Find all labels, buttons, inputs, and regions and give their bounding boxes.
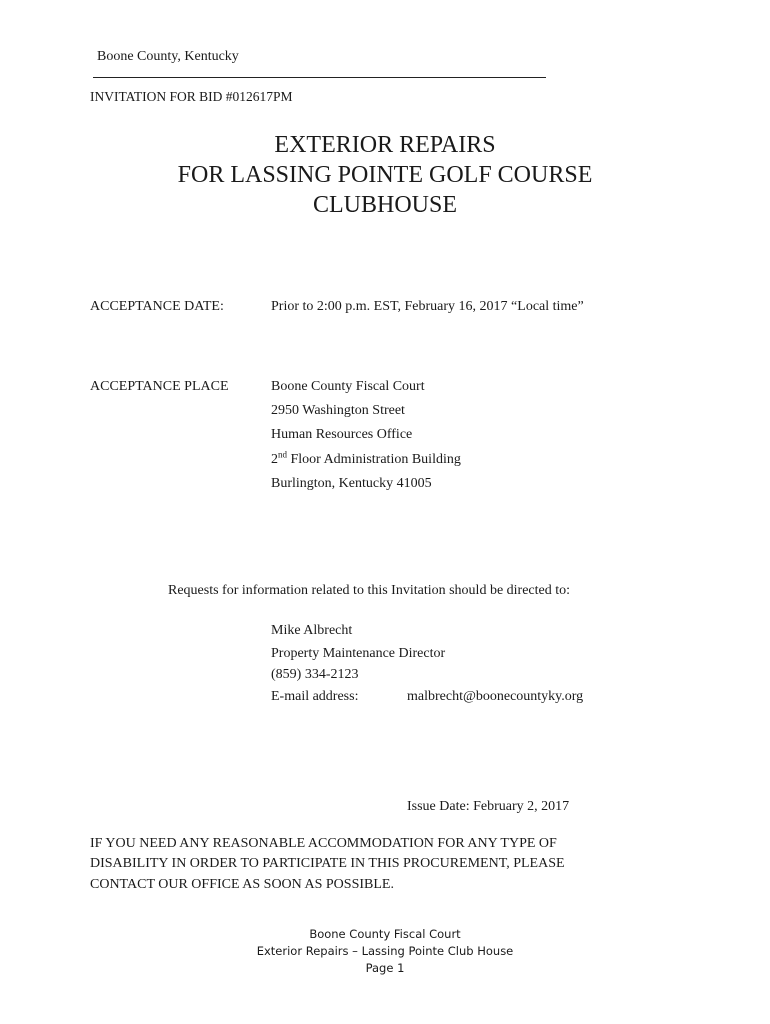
place-line-4 xyxy=(271,449,461,468)
title-line-3: CLUBHOUSE xyxy=(312,192,457,218)
place-line-1: Boone County Fiscal Court xyxy=(271,379,425,394)
requests-intro: Requests for information related to this Invitation should be directed to: xyxy=(168,583,571,598)
place-line-3: Human Resources Office xyxy=(271,427,413,442)
accommodation-line-1: IF YOU NEED ANY REASONABLE ACCOMMODATION FOR ANY TYPE OF xyxy=(90,836,557,851)
floor-rest: Floor Administration Building xyxy=(287,452,461,467)
contact-email-label: E-mail address: xyxy=(271,689,359,704)
county-header: Boone County, Kentucky xyxy=(97,49,239,64)
footer-page-number: Page 1 xyxy=(365,961,405,975)
accommodation-line-2: DISABILITY IN ORDER TO PARTICIPATE IN THIS PROCUREMENT, PLEASE xyxy=(90,856,565,871)
accommodation-line-3: CONTACT OUR OFFICE AS SOON AS POSSIBLE. xyxy=(90,877,394,892)
footer-line-1: Boone County Fiscal Court xyxy=(309,927,461,941)
contact-email[interactable]: malbrecht@boonecountyky.org xyxy=(407,689,584,704)
issue-date: Issue Date: February 2, 2017 xyxy=(407,799,570,814)
footer-line-2: Exterior Repairs – Lassing Pointe Club House xyxy=(256,944,514,958)
contact-name: Mike Albrecht xyxy=(271,623,353,638)
acceptance-date-value: Prior to 2:00 p.m. EST, February 16, 2017 “Local time” xyxy=(271,299,584,314)
floor-number: 2 xyxy=(271,452,278,467)
contact-phone: (859) 334-2123 xyxy=(271,667,359,682)
place-line-2: 2950 Washington Street xyxy=(271,403,405,418)
acceptance-place-label: ACCEPTANCE PLACE xyxy=(90,379,229,394)
title-line-1: EXTERIOR REPAIRS xyxy=(274,132,496,158)
header-rule xyxy=(93,77,546,78)
floor-suffix: nd xyxy=(278,449,287,460)
title-line-2: FOR LASSING POINTE GOLF COURSE xyxy=(177,162,593,188)
place-line-5: Burlington, Kentucky 41005 xyxy=(271,476,432,491)
bid-number: INVITATION FOR BID #012617PM xyxy=(90,89,293,104)
acceptance-date-label: ACCEPTANCE DATE: xyxy=(90,299,224,314)
contact-title: Property Maintenance Director xyxy=(271,646,446,661)
